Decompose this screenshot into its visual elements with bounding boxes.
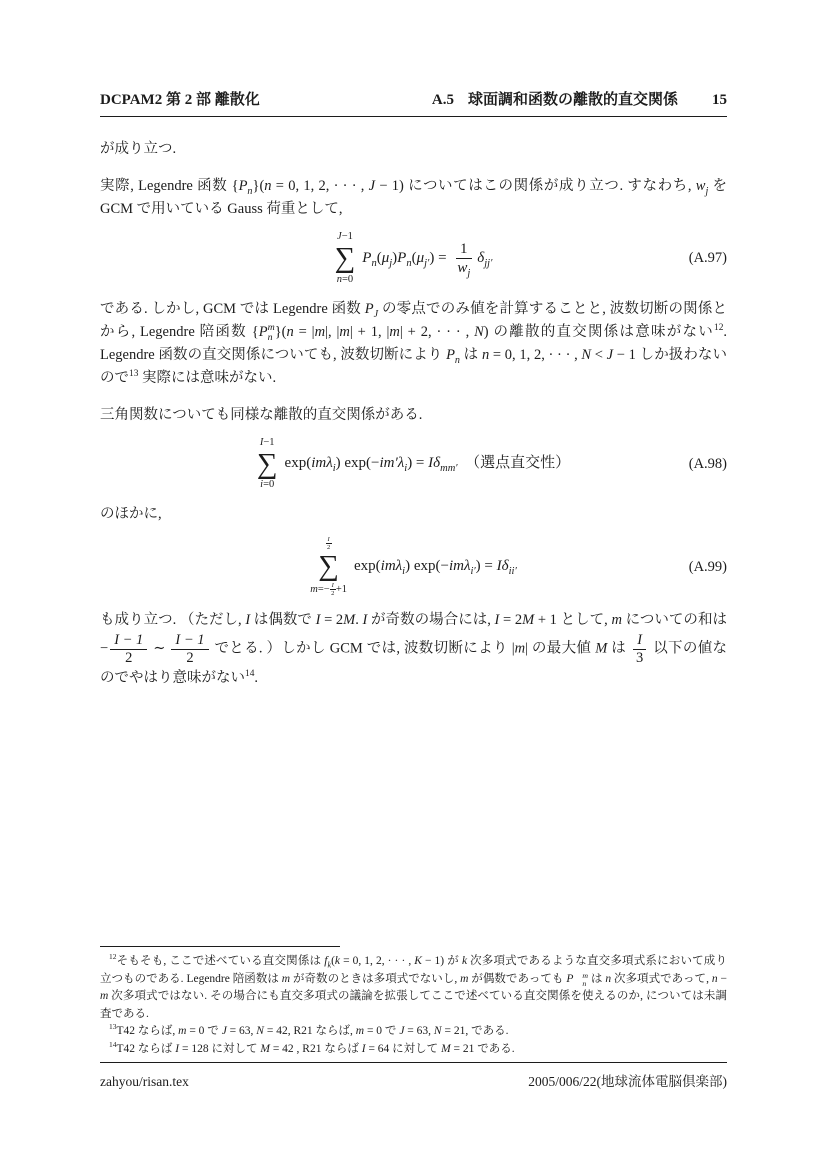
header-section — [432, 88, 727, 109]
sum-upper-limit: J−1 — [337, 231, 353, 242]
equation-a97 — [100, 231, 727, 286]
footnote-14: $^{14}$T42 ならば I = 128 に対して M = 42 , R21 ならば I = 64 に対して M = 21 である. — [109, 1039, 515, 1055]
summation-symbol — [310, 536, 347, 597]
sigma-icon: ∑ — [318, 550, 339, 583]
summation-symbol — [335, 231, 356, 286]
fraction — [453, 240, 474, 277]
summation-symbol — [257, 437, 278, 492]
page-header — [100, 88, 727, 117]
header-section-number: A.5 — [431, 92, 454, 108]
sigma-icon: ∑ — [256, 447, 278, 480]
sum-upper-limit: I−1 — [259, 436, 275, 448]
paragraph: も成り立つ. （ただし, I は偶数で I = 2M. I が奇数の場合には, I = 2M + 1 として, m についての和は − $\frac{I - 1}{2}$ ∼ $\frac{I - 1}{2}$ でとる. ）しかし GCM では, 波数切断により |m| の最大値 M は $\frac{I}{3}$ 以下の値なのでやはり意味がない$^{14}$. — [100, 612, 728, 686]
header-page-number: 15 — [712, 92, 727, 108]
equation-lhs: $P_n(\mu_j)P_n(\mu_{j'})$ = — [362, 249, 451, 269]
paragraph: のほかに, — [100, 506, 162, 523]
sum-upper-limit: $\frac{I}{2}$ — [326, 536, 331, 552]
equation-body: exp(imλ$_i$) $\exp(-im'\lambda_i) = I\delta_{mm'}$ （選点直交性） — [284, 455, 571, 475]
fraction-numerator: 1 — [456, 240, 472, 259]
footnote-12: $^{12}$そもそも, ここで述べている直交関係は $f_k(k = 0$, 1, 2, · · · , K − 1) が k 次多項式であるような直交多項式系において成り立つものである. Legendre 陪函数は m が奇数のときは多項式でないし, m が偶数であっても P m n は n 次多項式であって, n − m 次多項式ではない. その場合にも直交多項式の議論を拡張してここで述べている直交関係を使えるのか, については未調査である. — [100, 952, 727, 1020]
page-footer — [100, 1062, 727, 1090]
paragraph: 三角関数についても同様な離散的直交関係がある. — [100, 406, 423, 423]
sum-lower-limit: m=− $\frac{I}{2}$ +1 — [310, 581, 348, 598]
sum-lower-limit: i=0 — [260, 479, 275, 491]
equation-rhs: $\delta_{jj'}$ — [477, 249, 493, 269]
equation-number: (A.98) — [688, 455, 727, 472]
paragraph: が成り立つ. — [100, 141, 177, 157]
footnote-rule — [100, 946, 340, 947]
sum-lower-limit: n=0 — [336, 273, 354, 285]
paragraph: である. しかし, GCM では Legendre 函数 $P_J$ の零点でのみ値を計算することと, 波数切断の関係とから, Legendre 陪函数 {P m n }(n = |m|, |m| + 1, |m| + 2, · · · , N) の離散的直交関係は意味がない$^{12}$. Legendre 函数の直交関係についても, 波数切断により $P_n$ は n = 0, 1, 2, · · · , N < J − 1 しか扱わないので$^{13}$ 実際には意味がない. — [100, 300, 742, 386]
equation-body: exp(imλ$_i$) $\exp(-im\lambda_{i'}) = I\delta_{ii'}$ — [354, 558, 517, 578]
footer-date-credit: 2005/006/22(地球流体電脳倶楽部) — [528, 1074, 727, 1089]
fraction-denominator: $w_j$ — [457, 259, 471, 279]
footer-file-path: zahyou/risan.tex — [100, 1074, 189, 1089]
equation-number: (A.97) — [688, 250, 727, 267]
equation-a99 — [100, 536, 727, 597]
equation-number: (A.99) — [688, 558, 727, 575]
footnote-13: $^{13}$T42 ならば, m = 0 で J = 63, N = 42, R21 ならば, m = 0 で J = 63, N = 21, である. — [109, 1022, 509, 1037]
header-running-title: DCPAM2 第 2 部 離散化 — [100, 92, 260, 108]
footnote-block — [100, 946, 727, 1058]
paragraph: 実際, Legendre 函数 $\{P_n\}(n = 0$, 1, 2, · · · , J − 1) についてはこの関係が成り立つ. すなわち, $w_j$ を GCM で用いている Gauss 荷重として, — [100, 178, 728, 217]
header-section-title: 球面調和函数の離散的直交関係 — [467, 92, 678, 108]
page-body — [100, 138, 742, 704]
sigma-icon: ∑ — [334, 242, 356, 275]
equation-a98 — [100, 437, 727, 492]
